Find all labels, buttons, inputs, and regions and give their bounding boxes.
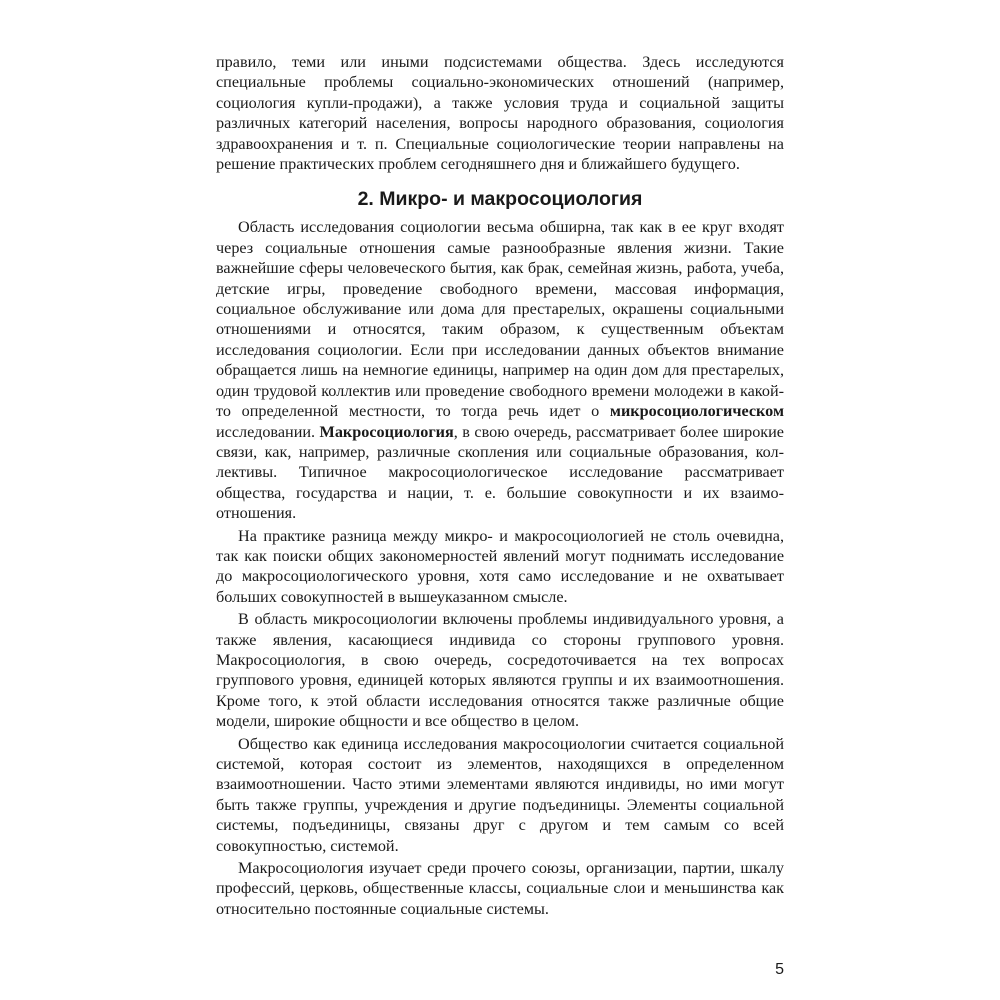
paragraph-5: Макросоциология изучает среди прочего союзы, организации, партии, шкалу профессий, церковь, общественные классы, социальные слои и меньшинства как относительно постоянные социальные системы.	[216, 859, 784, 918]
paragraph-1	[216, 217, 784, 523]
text-column	[216, 52, 784, 921]
paragraph-2: На практике разница между микро- и макросоциологией не столь очевидна, так как поиски общих закономерностей явлений могут поднимать исследование до макросоциологического уровня, хотя само исследование и не охватывает больших совокупностей в вышеуказанном смысле.	[216, 526, 784, 606]
term-microsociological: микросоциологическом	[609, 402, 784, 421]
paragraph-1-text-a: Область исследования социологии весьма обширна, так как в ее круг входят через социальные отношения самые разнообразные явления жизни. Такие важнейшие сферы человеческого бытия, как брак, семейная жизнь, работа, учеба, детские игры, проведение свободного времени, массовая информация, социальное обслуживание или дома для престарелых, окрашены социальными отношениями и относятся, таким образом, к существенным объектам исследования социологии. Если при исследовании данных объектов внимание обращается лишь на немногие единицы, например на один дом для престарелых, один трудовой коллектив или проведение свободного времени молодежи в какой-то определенной местности, то тогда речь идет о	[216, 218, 784, 421]
paragraph-3: В область микросоциологии включены проблемы индивидуального уровня, а также явления, касающиеся индивида со стороны группового уровня. Макросоциология, в свою очередь, сосредоточивается на тех вопросах группового уровня, единицей которых являются группы и их взаимоотношения. Кроме того, к этой области исследования относятся также различные общие модели, широкие общности и все общество в целом.	[216, 610, 784, 731]
paragraph-1-text-c: , в свою очередь, рассматривает более широкие связи, как, например, различные скопления или социальные образования, коллективы. Типичное макросоциологическое исследование рассматривает общества, государства и нации, т. е. большие совокупности и их взаимоотношения.	[216, 422, 784, 523]
term-macrosociology: Макросоциология	[319, 422, 454, 441]
page-number: 5	[775, 961, 784, 978]
intro-paragraph: правило, теми или иными подсистемами общества. Здесь исследуются специальные проблемы социально-экономических отношений (например, социология купли-продажи), а также условия труда и социальной защиты различных категорий населения, вопросы народного образования, социология здравоохранения и т. п. Специальные социологические теории направлены на решение практических проблем сегодняшнего дня и ближайшего будущего.	[216, 53, 784, 174]
paragraph-1-text-b: исследовании.	[216, 422, 320, 441]
section-heading: 2. Микро- и макросоциология	[357, 188, 643, 211]
paragraph-4: Общество как единица исследования макросоциологии считается социальной системой, которая состоит из элементов, находящихся в определенном взаимоотношении. Часто этими элементами являются индивиды, но ими могут быть также группы, учреждения и другие подъединицы. Элементы социальной системы, подъединицы, связаны друг с другом и тем самым со всей совокупностью, системой.	[216, 734, 784, 855]
